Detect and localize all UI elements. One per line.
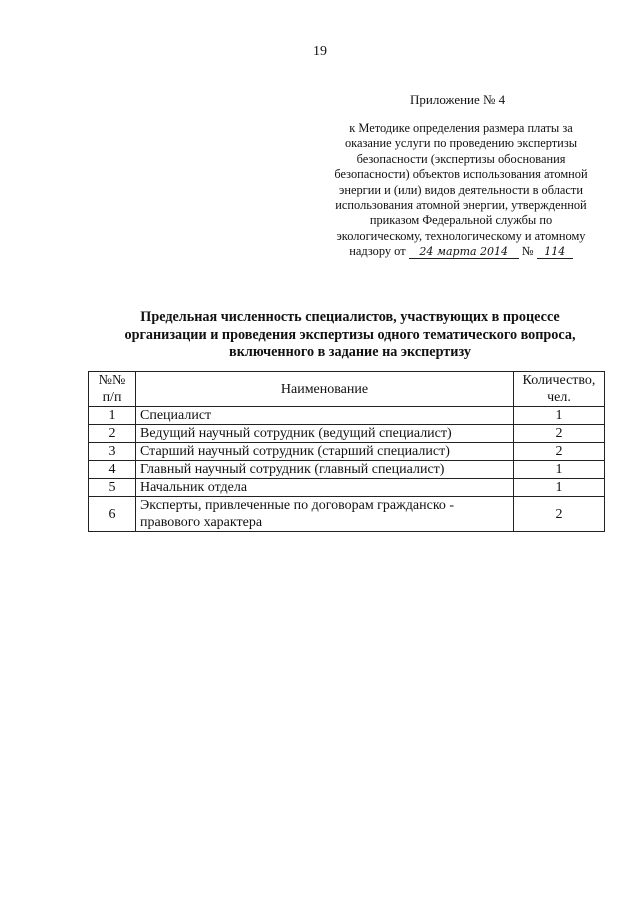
table-row (89, 497, 605, 532)
appendix-ref-line: безопасности (экспертизы обоснования (356, 151, 566, 166)
row-name: Старший научный сотрудник (старший специалист) (136, 443, 514, 461)
header-num (89, 372, 136, 407)
appendix-title: Приложение № 4 (410, 92, 506, 107)
order-date-line (300, 244, 622, 259)
row-quantity: 1 (514, 461, 605, 479)
title-line: организации и проведения экспертизы одного тематического вопроса, (124, 326, 576, 343)
row-num: 2 (89, 425, 136, 443)
header-num-line1: №№ (98, 373, 126, 388)
row-quantity: 1 (514, 407, 605, 425)
order-date-prefix: надзору от (349, 244, 406, 259)
table-row (89, 479, 605, 497)
table-row (89, 461, 605, 479)
handwritten-order-date: 24 марта 2014 (409, 246, 519, 259)
row-num: 3 (89, 443, 136, 461)
appendix-ref-line: экологическому, технологическому и атомному (336, 228, 586, 243)
row-quantity: 2 (514, 443, 605, 461)
title-line: включенного в задание на экспертизу (229, 344, 471, 360)
row-name: Главный научный сотрудник (главный специалист) (136, 461, 514, 479)
row-num: 1 (89, 407, 136, 425)
row-name: Специалист (136, 407, 514, 425)
row-name (136, 497, 514, 532)
table-row (89, 443, 605, 461)
header-qty-line1: Количество, (522, 373, 596, 388)
appendix-ref-line: безопасности) объектов использования атомной (334, 167, 588, 182)
row-name-line2: правового характера (140, 515, 263, 530)
handwritten-order-number: 114 (537, 246, 573, 259)
table-row (89, 425, 605, 443)
appendix-ref-line: использования атомной энергии, утвержденной (335, 198, 587, 213)
row-name: Начальник отдела (136, 479, 514, 497)
specialists-table (88, 371, 605, 532)
table-row (89, 407, 605, 425)
row-name-line1: Эксперты, привлеченные по договорам гражданско - (140, 498, 455, 513)
row-num: 6 (89, 497, 136, 532)
row-quantity: 2 (514, 425, 605, 443)
header-qty-line2: чел. (547, 390, 571, 405)
header-num-line2: п/п (102, 390, 122, 405)
table-header-row (89, 372, 605, 407)
header-name: Наименование (136, 372, 514, 407)
document-title (80, 309, 620, 362)
title-line: Предельная численность специалистов, участвующих в процессе (140, 309, 560, 325)
row-num: 4 (89, 461, 136, 479)
appendix-ref-line: энергии и (или) видов деятельности в области (339, 182, 583, 197)
appendix-ref-line: оказание услуги по проведению экспертизы (344, 136, 578, 151)
header-quantity (514, 372, 605, 407)
row-quantity: 2 (514, 497, 605, 532)
page-number: 19 (313, 44, 327, 59)
row-name: Ведущий научный сотрудник (ведущий специалист) (136, 425, 514, 443)
appendix-reference (300, 121, 622, 260)
appendix-ref-line: приказом Федеральной службы по (369, 213, 553, 228)
row-quantity: 1 (514, 479, 605, 497)
row-num: 5 (89, 479, 136, 497)
number-sign: № (521, 244, 534, 259)
appendix-ref-line: к Методике определения размера платы за (349, 121, 573, 135)
